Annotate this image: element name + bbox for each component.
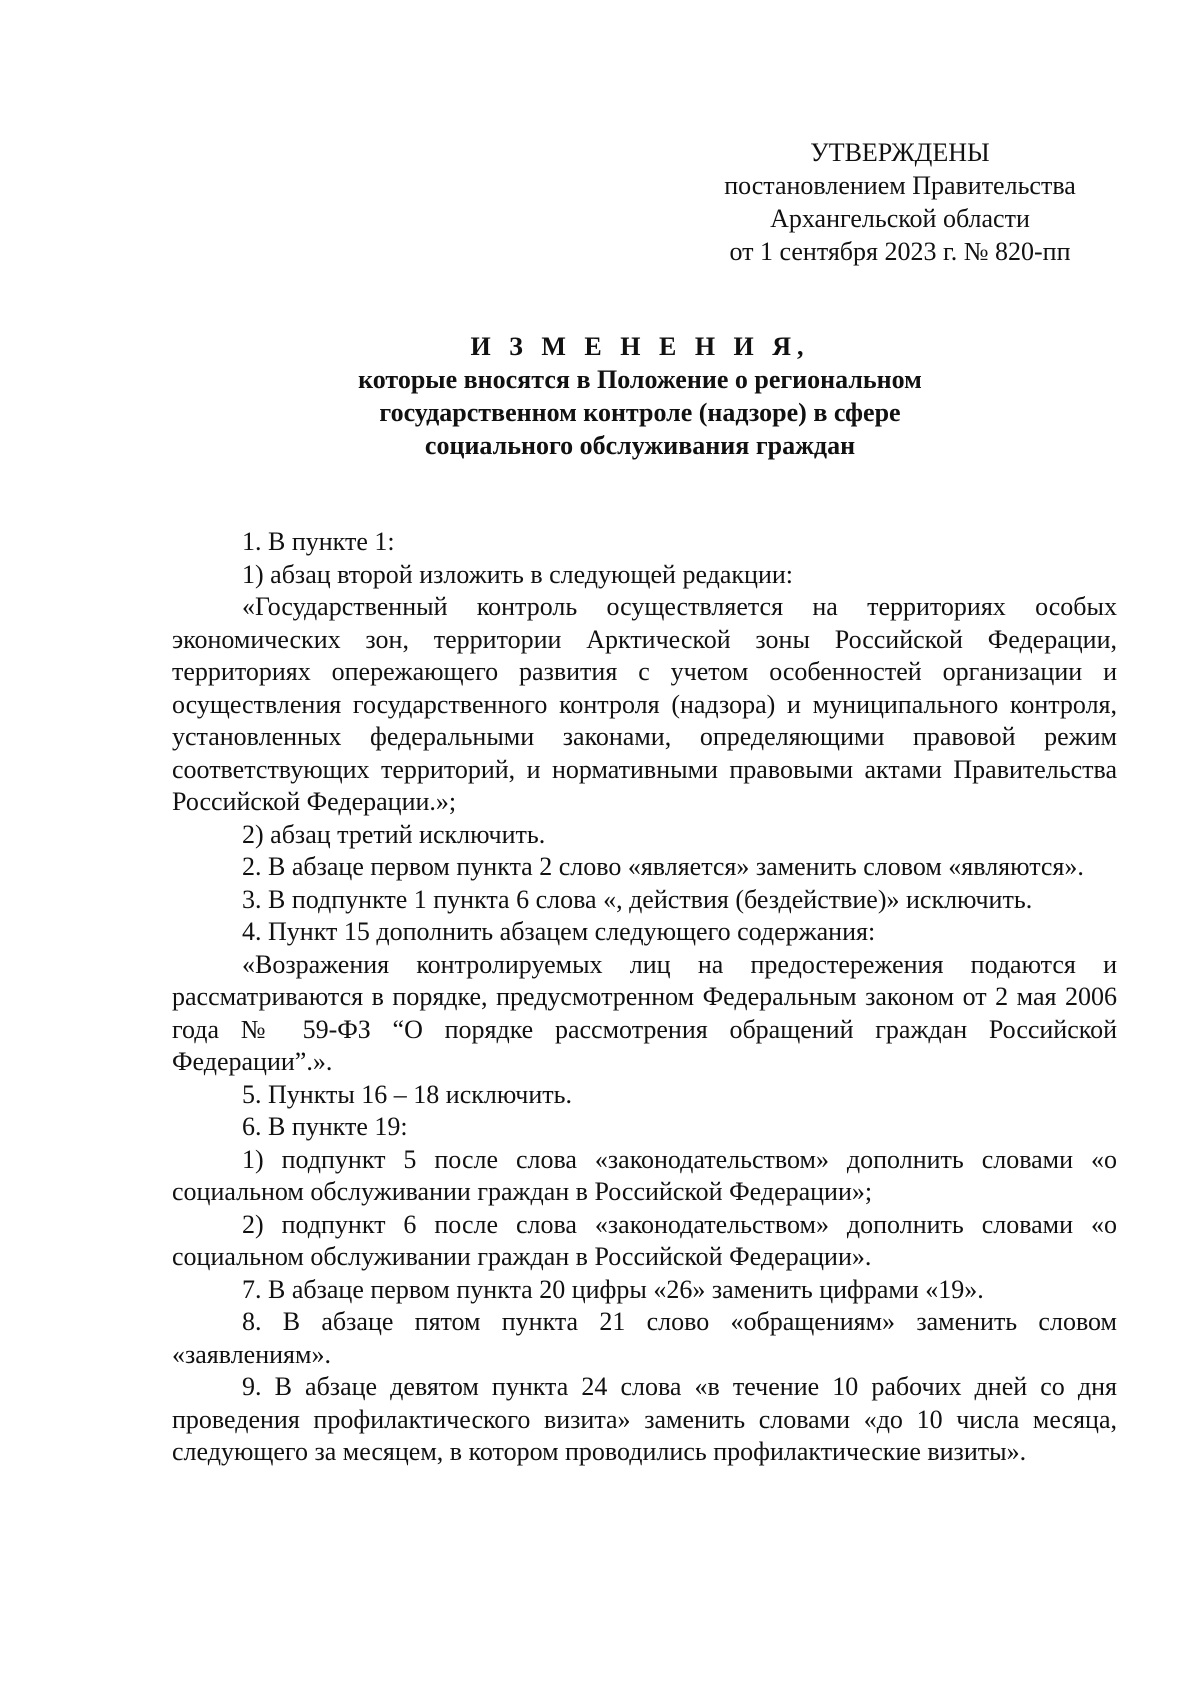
paragraph: 6. В пункте 19: (242, 1112, 408, 1141)
paragraph: 2) абзац третий исключить. (242, 819, 546, 849)
paragraph: 9. В абзаце девятом пункта 24 слова «в течение 10 рабочих дней со дня проведения профилактического визита» заменить словами «до 10 числа месяца, следующего за месяцем, в котором проводились профилактические визиты». (172, 1372, 1117, 1466)
paragraph: «Возражения контролируемых лиц на предостережения подаются и рассматриваются в порядке, предусмотренном Федеральным законом от 2 мая 2006 года № 59-ФЗ “О порядке рассмотрения обращений граждан Российской Федерации”.». (172, 949, 1117, 1076)
document-body (172, 526, 1117, 1469)
paragraph: 7. В абзаце первом пункта 20 цифры «26» заменить цифрами «19». (242, 1274, 984, 1304)
title-line: социального обслуживания граждан (424, 431, 856, 460)
approval-line: постановлением Правительства (724, 171, 1076, 200)
approval-line: от 1 сентября 2023 г. № 820-пп (729, 237, 1071, 266)
paragraph: 5. Пункты 16 – 18 исключить. (242, 1079, 573, 1109)
paragraph: 2) подпункт 6 после слова «законодательством» дополнить словами «о социальном обслуживании граждан в Российской Федерации». (172, 1209, 1117, 1271)
paragraph: 4. Пункт 15 дополнить абзацем следующего содержания: (242, 917, 876, 946)
paragraph: 1. В пункте 1: (242, 527, 395, 556)
paragraph: 3. В подпункте 1 пункта 6 слова «, действия (бездействие)» исключить. (242, 884, 1033, 914)
paragraph: 8. В абзаце пятом пункта 21 слово «обращениям» заменить словом «заявлениям». (172, 1307, 1117, 1369)
paragraph: 2. В абзаце первом пункта 2 слово «является» заменить словом «являются». (242, 852, 1084, 881)
paragraph: 1) абзац второй изложить в следующей редакции: (242, 559, 794, 589)
title-heading: И З М Е Н Е Н И Я, (470, 332, 810, 361)
approval-line: Архангельской области (770, 204, 1030, 233)
document-title (160, 330, 1120, 462)
title-line: которые вносятся в Положение о региональном (358, 365, 922, 394)
approval-line: УТВЕРЖДЕНЫ (810, 138, 990, 167)
paragraph: 1) подпункт 5 после слова «законодательством» дополнить словами «о социальном обслуживании граждан в Российской Федерации»; (172, 1144, 1117, 1206)
paragraph: «Государственный контроль осуществляется на территориях особых экономических зон, территории Арктической зоны Российской Федерации, территориях опережающего развития с учетом особенностей организации и осуществления государственного контроля (надзора) и муниципального контроля, установленных федеральными законами, определяющими правовой режим соответствующих территорий, и нормативными правовыми актами Правительства Российской Федерации.»; (172, 592, 1117, 816)
approval-stamp-block (680, 136, 1120, 268)
title-line: государственном контроле (надзоре) в сфере (379, 398, 901, 427)
